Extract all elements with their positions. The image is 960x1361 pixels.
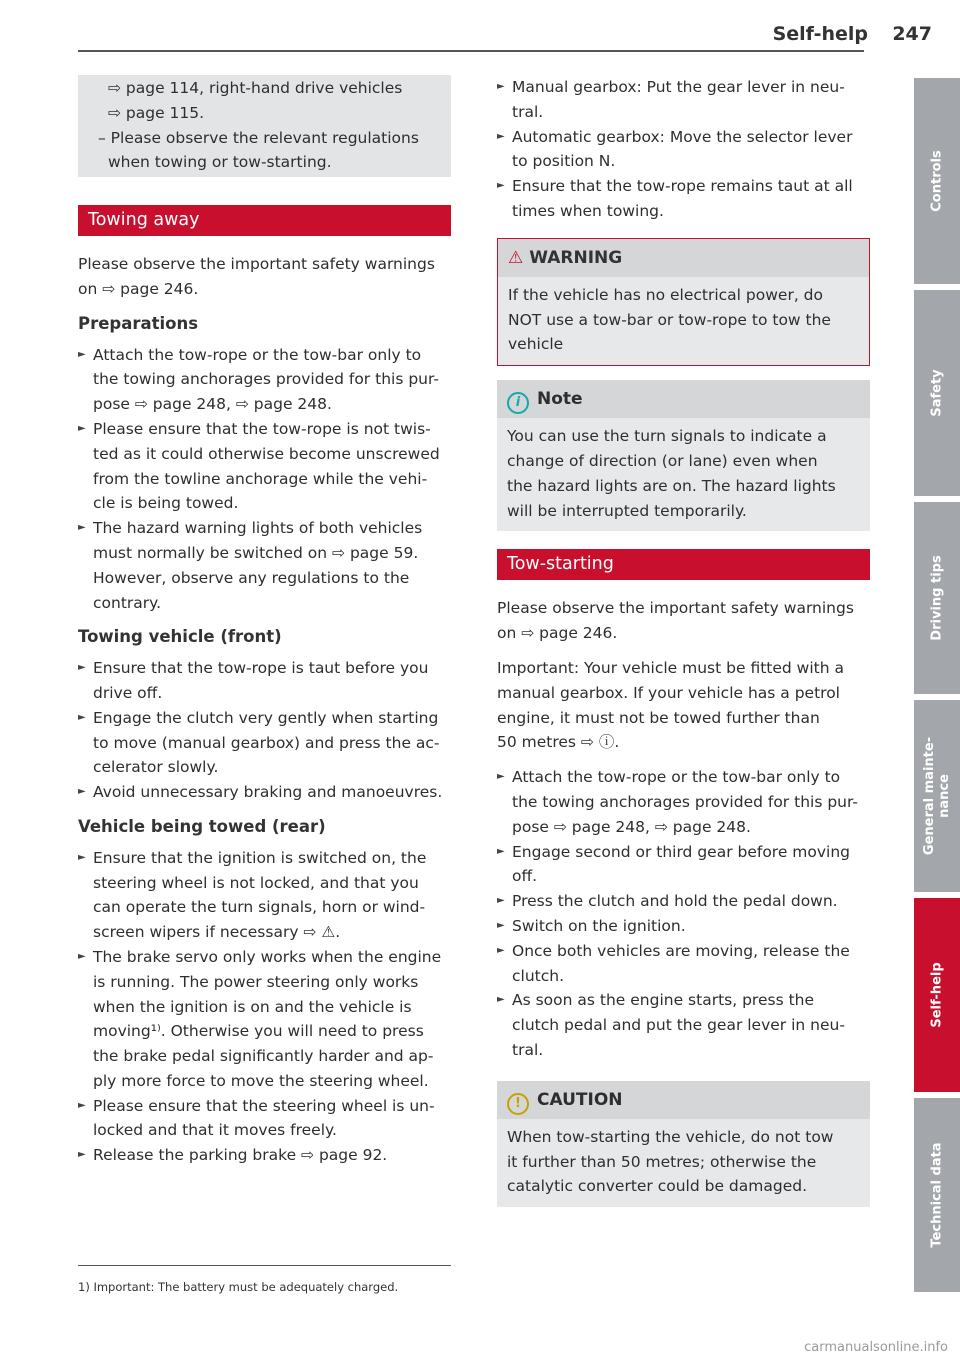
footnote: 1) Important: The battery must be adequately charged. bbox=[78, 1280, 399, 1294]
list-item: ► The brake servo only works when the engine is running. The power steering only works when the ignition is on and the vehicle is moving¹⁾. Otherwise you will need to press the brake pedal significantly harder and ap- ply more force to move the steering wheel. bbox=[78, 945, 451, 1094]
tab-driving-tips[interactable]: Driving tips bbox=[914, 502, 960, 694]
list-item: ► Please ensure that the steering wheel is un- locked and that it moves freely. bbox=[78, 1094, 451, 1144]
warning-box bbox=[497, 238, 870, 366]
warning-header bbox=[498, 239, 869, 277]
list-item: ► Please ensure that the tow-rope is not twis- ted as it could otherwise become unscrewed from the towline anchorage while the vehi- cle is being towed. bbox=[78, 417, 451, 516]
section-towing-away: Towing away bbox=[78, 205, 451, 236]
list-item: ► Release the parking brake ⇨ page 92. bbox=[78, 1143, 451, 1168]
cont-line[interactable]: ⇨ page 115. bbox=[108, 103, 205, 122]
continued-box bbox=[78, 75, 451, 177]
tab-general-maintenance[interactable]: General mainte- nance bbox=[914, 700, 960, 892]
header-title: Self-help bbox=[772, 23, 868, 45]
note-header bbox=[497, 380, 870, 418]
footnote-rule bbox=[78, 1265, 451, 1266]
list-item: ► Switch on the ignition. bbox=[497, 914, 870, 939]
cont-line: when towing or tow-starting. bbox=[108, 153, 332, 172]
list-item: ► Engage the clutch very gently when starting to move (manual gearbox) and press the ac- celerator slowly. bbox=[78, 706, 451, 780]
list-item: ► Ensure that the tow-rope is taut before you drive off. bbox=[78, 656, 451, 706]
page-number: 247 bbox=[892, 23, 932, 45]
header-rule bbox=[78, 50, 864, 52]
cont-line[interactable]: ⇨ page 114, right-hand drive vehicles bbox=[108, 79, 403, 97]
warning-title: WARNING bbox=[529, 247, 623, 268]
caution-body: When tow-starting the vehicle, do not tow it further than 50 metres; otherwise the catalytic converter could be damaged. bbox=[497, 1119, 870, 1207]
intro-link-line[interactable]: on ⇨ page 246. bbox=[497, 624, 618, 643]
caution-header bbox=[497, 1081, 870, 1119]
right-column bbox=[497, 75, 870, 1217]
info-icon: i bbox=[507, 392, 529, 414]
list-item: ► Avoid unnecessary braking and manoeuvres. bbox=[78, 780, 451, 805]
note-box bbox=[497, 380, 870, 531]
note-body: You can use the turn signals to indicate a change of direction (or lane) even when the hazard lights are on. The hazard lights will be interrupted temporarily. bbox=[497, 418, 870, 531]
caution-box bbox=[497, 1081, 870, 1207]
intro-text bbox=[497, 596, 870, 646]
list-item: ► Press the clutch and hold the pedal down. bbox=[497, 889, 870, 914]
warning-body: If the vehicle has no electrical power, do NOT use a tow-bar or tow-rope to tow the vehicle bbox=[498, 277, 869, 365]
caution-icon: ! bbox=[507, 1093, 529, 1115]
left-column bbox=[78, 75, 451, 1168]
intro-line: Please observe the important safety warnings bbox=[497, 599, 854, 618]
list-item: ► Engage second or third gear before moving off. bbox=[497, 840, 870, 890]
tab-controls[interactable]: Controls bbox=[914, 78, 960, 284]
note-title: Note bbox=[537, 389, 583, 410]
important-text: Important: Your vehicle must be fitted with a manual gearbox. If your vehicle has a petrol engine, it must not be towed further than 50 metres ⇨ ⓘ. bbox=[497, 658, 844, 752]
list-item: ► Ensure that the ignition is switched on, the steering wheel is not locked, and that you can operate the turn signals, horn or wind- screen wipers if necessary ⇨ ⚠. bbox=[78, 846, 451, 945]
heading-preparations: Preparations bbox=[78, 313, 199, 333]
list-item: ► Once both vehicles are moving, release the clutch. bbox=[497, 939, 870, 989]
intro-text bbox=[78, 252, 451, 302]
section-tow-starting: Tow-starting bbox=[497, 549, 870, 580]
intro-line: Please observe the important safety warnings bbox=[78, 255, 435, 274]
list-item: ► Manual gearbox: Put the gear lever in neu- tral. bbox=[497, 75, 870, 125]
list-item: ► The hazard warning lights of both vehicles must normally be switched on ⇨ page 59. However, observe any regulations to the contrary. bbox=[78, 516, 451, 615]
list-item: ► Attach the tow-rope or the tow-bar only to the towing anchorages provided for this pur- pose ⇨ page 248, ⇨ page 248. bbox=[78, 343, 451, 417]
warning-triangle-icon: ⚠ bbox=[508, 247, 524, 268]
heading-towing-vehicle: Towing vehicle (front) bbox=[78, 627, 282, 647]
cont-line: – Please observe the relevant regulations bbox=[98, 128, 419, 147]
tab-technical-data[interactable]: Technical data bbox=[914, 1098, 960, 1292]
list-item: ► As soon as the engine starts, press the clutch pedal and put the gear lever in neu- tral. bbox=[497, 988, 870, 1062]
watermark: carmanualsonline.info bbox=[804, 1340, 948, 1355]
caution-title: CAUTION bbox=[537, 1089, 623, 1110]
list-item: ► Attach the tow-rope or the tow-bar only to the towing anchorages provided for this pur- pose ⇨ page 248, ⇨ page 248. bbox=[497, 765, 870, 839]
heading-vehicle-towed: Vehicle being towed (rear) bbox=[78, 816, 326, 836]
tab-safety[interactable]: Safety bbox=[914, 290, 960, 496]
tab-self-help[interactable]: Self-help bbox=[914, 898, 960, 1092]
list-item: ► Ensure that the tow-rope remains taut at all times when towing. bbox=[497, 174, 870, 224]
intro-link-line[interactable]: on ⇨ page 246. bbox=[78, 279, 199, 298]
list-item: ► Automatic gearbox: Move the selector lever to position N. bbox=[497, 125, 870, 175]
